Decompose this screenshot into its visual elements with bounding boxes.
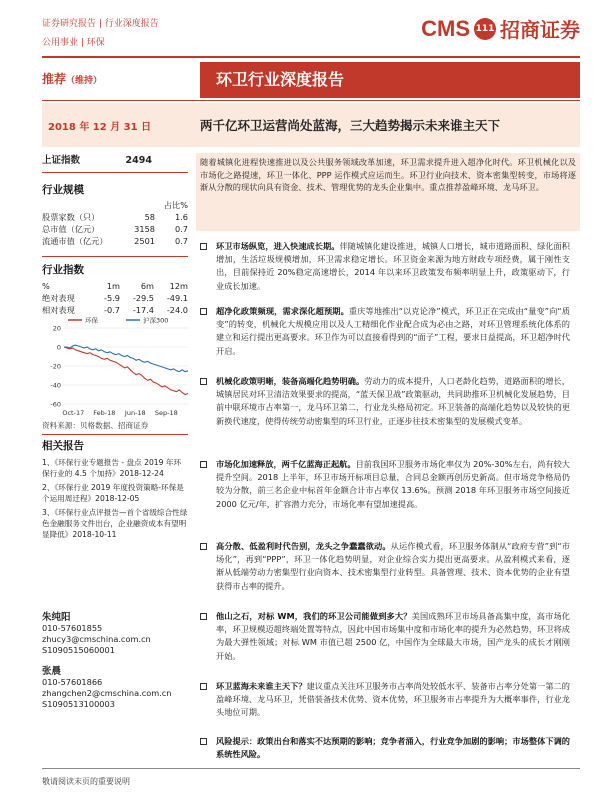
related-item[interactable]: 2、《环保行业 2019 年度投资策略-环保是个运用周迁程》2018-12-05 [42,483,184,503]
rating [42,70,102,87]
bullet-item [200,610,570,663]
bullet-text: 建议重点关注环卫服务市占率尚处较低水平、装备市占率分处第一第二的盈峰环境、龙马环卫，凭借装备技术优势、资本优势，环卫服务市占率提升为大概率事件，行业龙头地位可期。 [216,681,570,718]
bullet-heading: 他山之石，对标 WM，我们的环卫公司能做到多大？ [216,611,412,621]
index-label: 上证指数 [42,155,81,166]
perf-value: -17.4 [132,305,154,315]
bullet-text: 目前我国环卫服务市场化率仅为 20%-30%左右，尚有较大提升空间。2018 上半年，环卫市场开标项目总量，合同总金额再创历史新高。但市场竞争格局仍较为分散，前三名企业中标首年金额合计市占率仅 13.6%。预测 2018 年环卫服务市场空间接近 2000 亿元/年，扩容潜力充分，市场化率有望加速提高。 [216,459,570,509]
bullet-square-icon [200,543,207,550]
x-tick-label: Oct-17 [62,409,85,417]
scale-label: 总市值（亿元） [42,224,100,234]
scale-value: 3158 [134,224,155,234]
banner-rule [42,100,580,101]
intro-text: 随着城镇化进程快速推进以及公共服务领域改革加速，环卫需求提升进入超净化时代。环卫机械化以及市场化之路提速，环卫一体化、PPP 运作模式应运而生。环卫行业向技术、资本密集型转变，市场将逐渐从分散的现状向具有资金、技术、管理优势的龙头企业集中。重点推荐盈峰环境、龙马环卫。 [200,157,576,193]
divider [42,172,188,173]
bullet-item [200,680,570,720]
bullet-item [200,458,570,511]
analyst-phone: 010-57601866 [42,677,103,687]
bullet-item [200,240,570,293]
series-line-0 [64,347,188,395]
bullet-item [200,735,570,761]
analyst-email[interactable]: zhangchen2@cmschina.com.cn [42,688,172,698]
bullet-square-icon [200,738,207,745]
logo-cms-text: CMS [421,15,470,41]
bullet-text: 劳动力的成本提升，人口老龄化趋势，道路面积的增长，城镇居民对环卫清洁效果要求的提高，“蓝天保卫战”政策驱动，共同助推环卫机械化发展趋势，目前中联环境市占率第一，龙马环卫第二，行业龙头格局初定。环卫装备的高端化趋势以及较快的更新换代速度，使得传统劳动密集型的环卫行业，正逐步往技术密集型的发展模式变革。 [216,376,570,426]
x-tick-label: Jun-18 [124,409,146,417]
bullet-heading: 环卫蓝海未来谁主天下？ [216,681,307,691]
perf-value: -5.9 [104,293,120,303]
y-tick-label: -20 [50,362,61,371]
scale-label: 股票家数（只） [42,212,100,222]
bullet-square-icon [200,683,207,690]
rating-label: 推荐 [42,72,67,86]
related-item[interactable]: 1、《环保行业专题报告 - 盘点 2019 年环保行业的 4.5 个加持》2018-12-24 [42,458,182,478]
bullet-heading: 高分散、低盈利时代告别，龙头之争蠢蠢欲动。 [216,541,391,551]
index-value: 2494 [125,155,152,166]
bullet-item [200,305,570,358]
perf-section [42,262,188,316]
report-type: 证券研究报告 | 行业深度报告 [42,19,159,29]
scale-col-header: 占比% [163,200,188,210]
analyst-name: 张晨 [42,666,62,677]
scale-share: 0.7 [174,236,188,246]
logo-badge-icon: 111 [474,18,496,40]
bullet-heading: 超净化政策频现，需求深化超预期。 [216,306,349,316]
perf-value: -0.7 [104,305,120,315]
report-date: 2018 年 12 月 31 日 [48,122,152,133]
cms-logo [421,14,580,43]
logo-cn-text: 招商证券 [500,18,580,42]
rating-sub: （维持） [66,76,103,86]
footer-note: 敬请阅读末页的重要说明 [42,777,130,786]
divider [42,434,188,435]
analyst-cert: S1090515060001 [42,645,115,655]
perf-header: 12m [169,281,188,291]
bullet-square-icon [200,308,207,315]
perf-header: 6m [140,281,154,291]
scale-share: 1.6 [174,212,188,222]
x-tick-label: Sep-18 [154,409,178,417]
report-sector: 公用事业 | 环保 [42,38,105,48]
scale-value: 2501 [134,236,155,246]
perf-label: 绝对表现 [42,293,75,303]
analyst-email[interactable]: zhucy3@cmschina.com.cn [42,634,151,644]
legend-label: 环保 [85,316,98,325]
y-tick-label: 0 [56,343,61,352]
header-rule [42,56,580,58]
scale-section [42,182,188,247]
y-tick-label: 20 [52,324,61,333]
divider [42,256,188,257]
legend-label: 沪深300 [143,316,169,325]
bullet-text: 伴随城镇化建设推进，城镇人口增长，城市道路面积、绿化面积增加，生活垃圾规模增加，环卫需求稳定增长。环卫资金来源为地方财政专项经费，属于刚性支出，目前保持近 20%稳定高速增长，2014 年以来环卫政策发布频率明显上升，政策驱动下，行业成长加速。 [216,241,570,291]
index-row [42,155,188,167]
analyst-2 [42,666,188,710]
perf-header: 1m [106,281,120,291]
bullet-square-icon [200,613,207,620]
analyst-cert: S1090513100003 [42,699,115,709]
perf-title: 行业指数 [42,264,84,276]
perf-value: -49.1 [166,293,188,303]
perf-value: -24.0 [166,305,188,315]
bullet-square-icon [200,378,207,385]
related-item[interactable]: 3、《环保行业点评报告—首个省级综合性绿色金融服务文件出台，企业融资成本有望明显降低》2018-10-11 [42,508,188,539]
analyst-1 [42,612,188,656]
scale-share: 0.7 [174,224,188,234]
scale-value: 58 [144,212,155,222]
bullet-square-icon [200,243,207,250]
report-banner: 环卫行业深度报告 [200,62,580,98]
related-title: 相关报告 [42,440,84,452]
bullet-square-icon [200,461,207,468]
x-tick-label: Feb-18 [93,409,116,417]
scale-title: 行业规模 [42,184,84,196]
y-tick-label: -40 [50,381,61,390]
bullet-item [200,540,570,593]
perf-label: 相对表现 [42,305,75,315]
bullet-item [200,375,570,428]
bullet-heading: 环卫市场纵览，进入快速成长期。 [216,241,340,251]
headline: 两千亿环卫运营尚处蓝海，三大趋势揭示未来谁主天下 [200,118,501,133]
scale-label: 流通市值（亿元） [42,236,108,246]
footer-rule [42,768,580,769]
performance-chart [42,314,192,418]
analyst-name: 朱纯阳 [42,612,71,623]
analyst-phone: 010-57601855 [42,623,103,633]
bullet-text: 美国成熟环卫市场具备高集中度，高市场化率，环卫规模迈超终端处置等特点，因此中国市场集中度和市场化率的提升为必然趋势，环卫将成为最大弹性领域；对标 WM 市值已超 2500 亿，中国作为全球最大市场，国产龙头的成长才刚刚开始。 [216,611,570,661]
chart-svg [42,314,192,418]
related-section [42,438,188,540]
perf-value: -29.5 [132,293,154,303]
bullet-heading: 风险提示：政策出台和落实不达预期的影响；竞争者涌入，行业竞争加剧的影响；市场整体下调的系统性风险。 [216,736,570,760]
bullet-text: 重庆等地推出“以克论净”模式，环卫正在完成由“量变”向“质变”的转变，机械化大规模应用以及人工精细化作业配合成为必由之路，对环卫管理系统化体系的建立和运行提出更高要求。环卫作为可以直接看得到的“面子”工程，要求日益提高，环卫超净时代开启。 [216,306,570,356]
bullet-text: 从运作模式看，环卫服务体制从“政府专营”到“市场化”，再到“PPP”，环卫一体化趋势明显，对企业综合实力提出更高要求。从盈利模式来看，逐渐从低端劳动力密集型行业向资本、技术密集型行业转型。具备管理、技术、资本优势的企业有望获得市占率的提升。 [216,541,570,591]
bullet-heading: 市场化加速释放，两千亿蓝海正起航。 [216,459,356,469]
y-tick-label: -60 [50,400,61,409]
chart-source: 资料来源：贝格数据、招商证券 [42,421,149,430]
bullet-heading: 机械化政策明晰，装备高端化趋势明确。 [216,376,365,386]
perf-header: % [42,281,50,291]
